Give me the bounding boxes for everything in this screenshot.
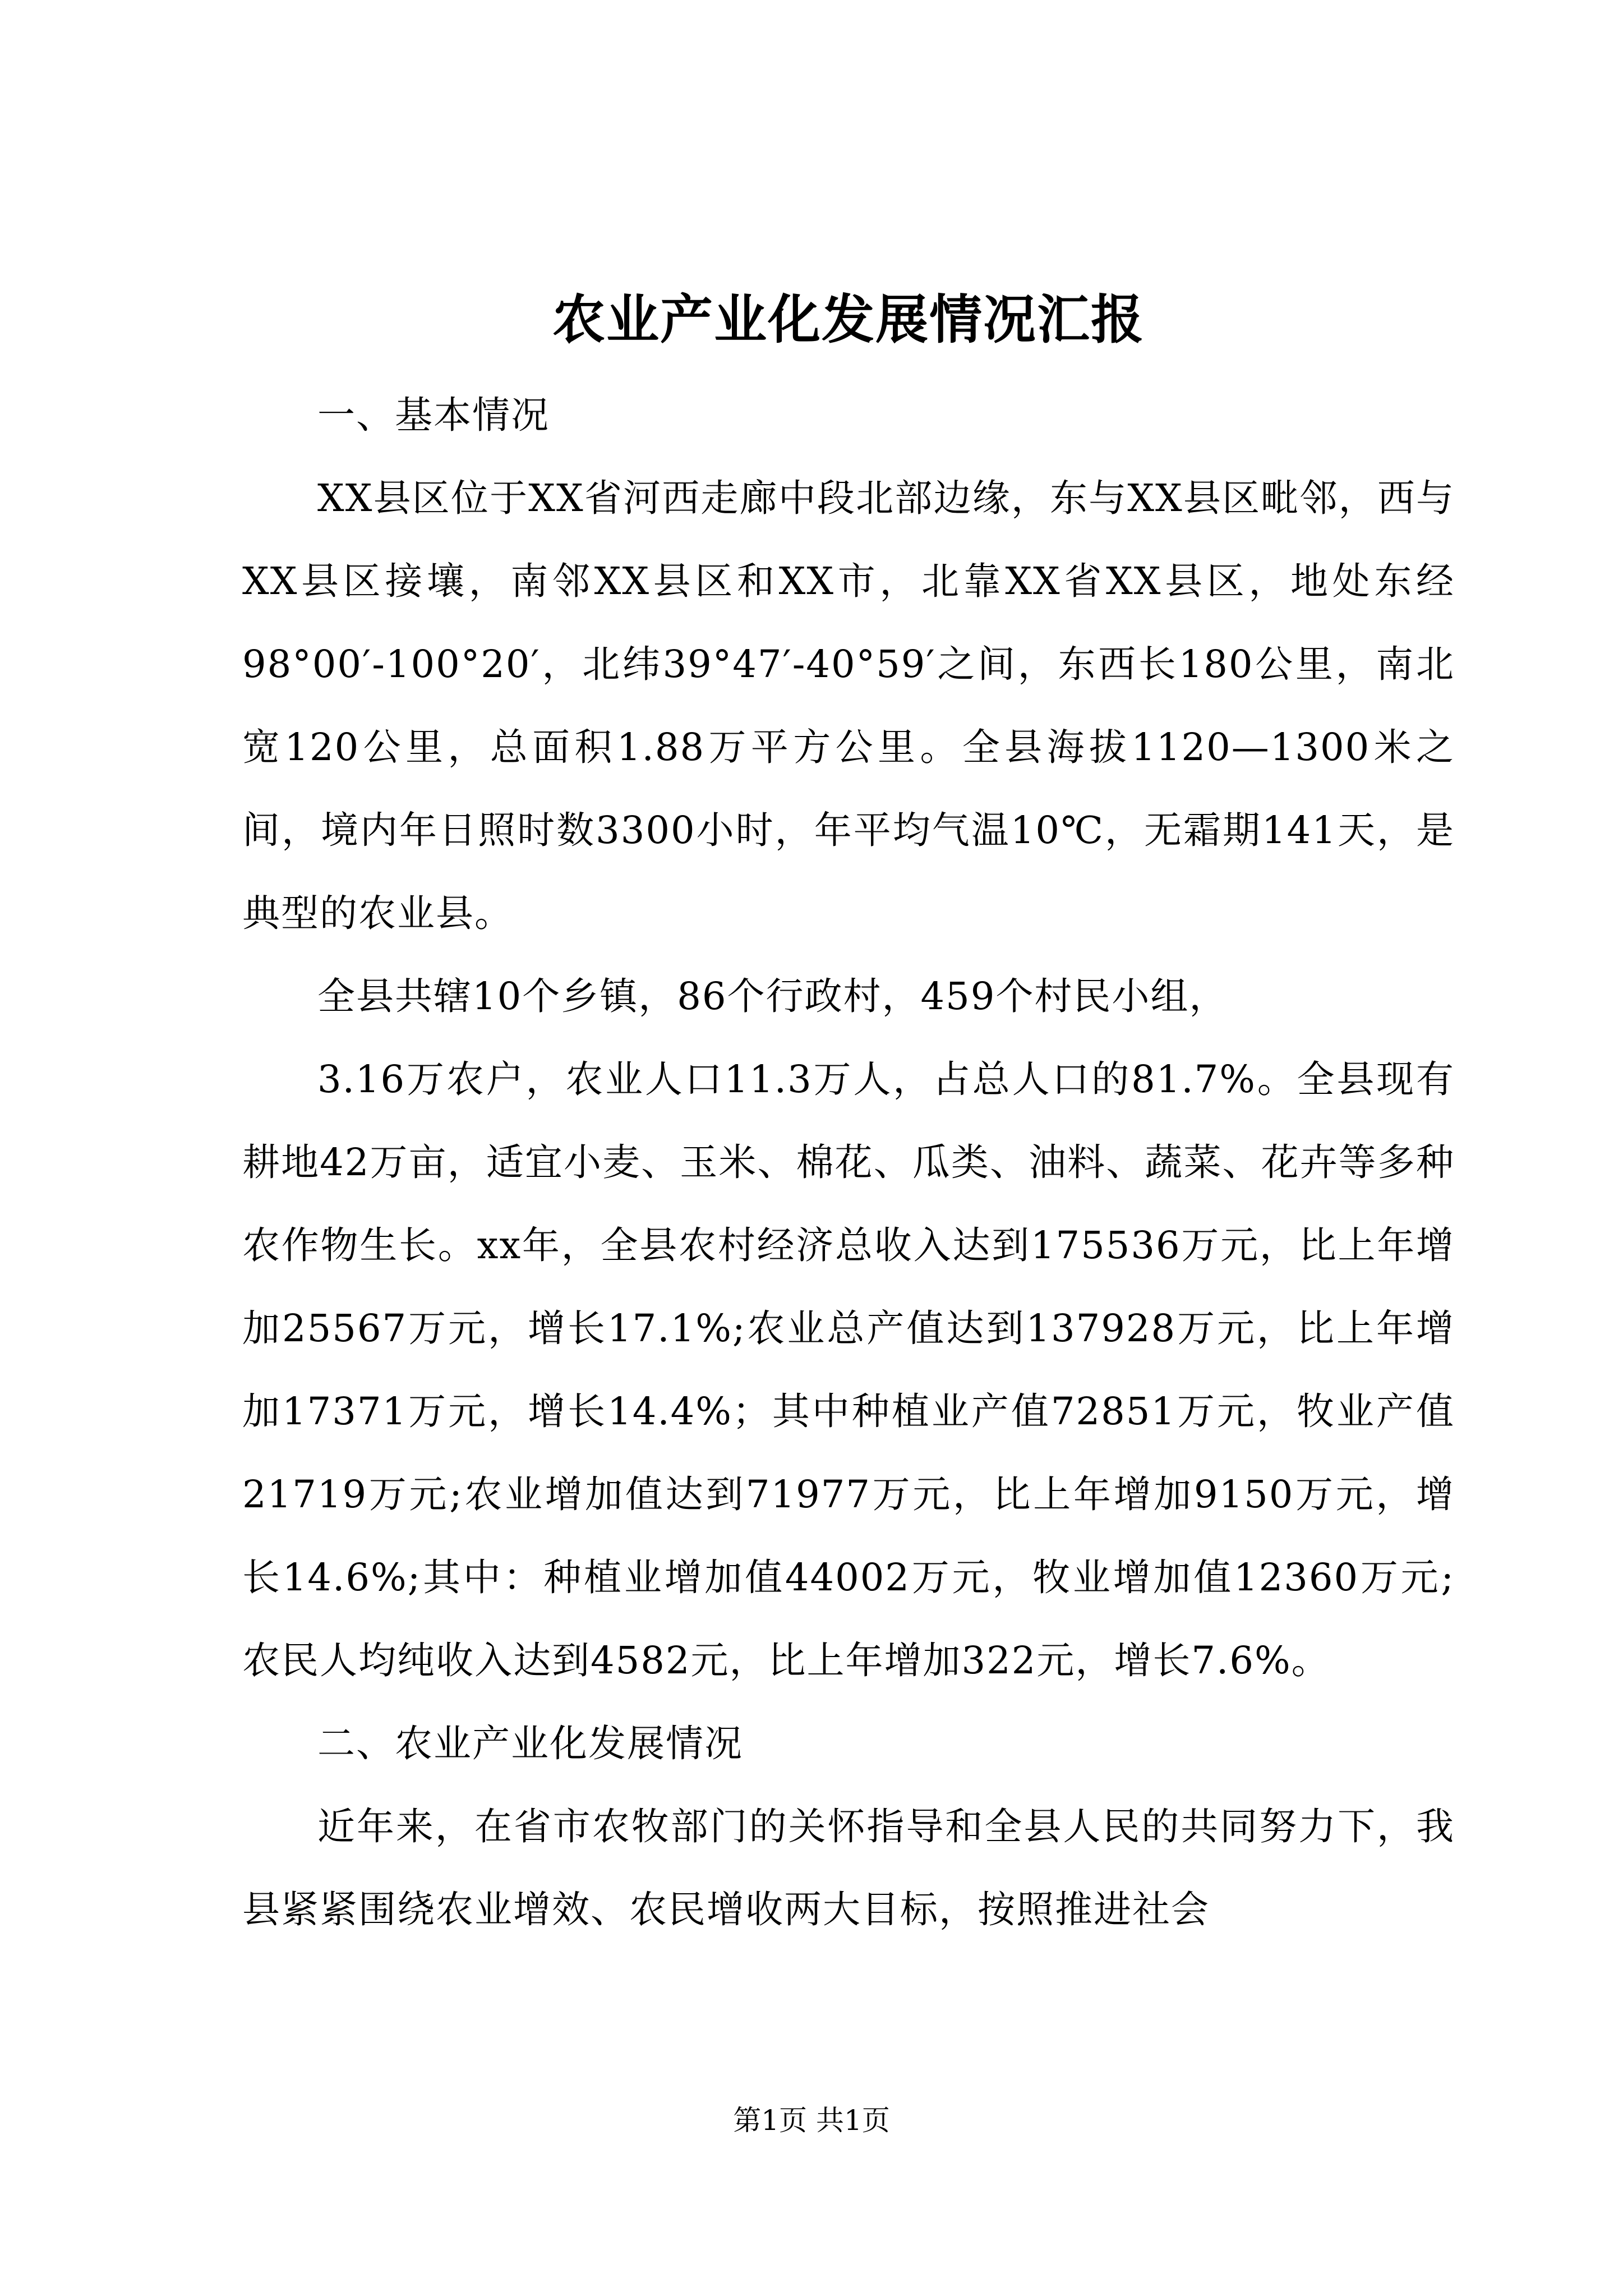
page-number-footer: 第1页 共1页 bbox=[733, 2104, 890, 2137]
paragraph-geography: XX县区位于XX省河西走廊中段北部边缘，东与XX县区毗邻，西与XX县区接壤，南邻XX县区和XX市，北靠XX省XX县区，地处东经98°00′-100°20′，北纬39°47′-40°59′之间，东西长180公里，南北宽120公里，总面积1.88万平方公里。全县海拔1120—1300米之间，境内年日照时数3300小时，年平均气温10℃，无霜期141天，是典型的农业县。 bbox=[242, 476, 1455, 935]
paragraph-administrative-divisions: 全县共辖10个乡镇，86个行政村，459个村民小组， bbox=[317, 974, 1228, 1018]
document-title: 农业产业化发展情况汇报 bbox=[552, 289, 1145, 351]
paragraph-recent-years: 近年来，在省市农牧部门的关怀指导和全县人民的共同努力下，我县紧紧围绕农业增效、农民增收两大目标，按照推进社会 bbox=[242, 1805, 1455, 1931]
section-heading-basic-situation: 一、基本情况 bbox=[317, 393, 550, 437]
paragraph-economy-statistics: 3.16万农户，农业人口11.3万人，占总人口的81.7%。全县现有耕地42万亩，适宜小麦、玉米、棉花、瓜类、油料、蔬菜、花卉等多种农作物生长。xx年，全县农村经济总收入达到175536万元，比上年增加25567万元，增长17.1%;农业总产值达到137928万元，比上年增加17371万元，增长14.4%；其中种植业产值72851万元，牧业产值21719万元;农业增加值达到71977万元，比上年增加9150万元，增长14.6%;其中：种植业增加值44002万元，牧业增加值12360万元;农民人均纯收入达到4582元，比上年增加322元，增长7.6%。 bbox=[242, 1057, 1455, 1682]
document-body bbox=[242, 280, 1455, 1951]
section-heading-industrialization: 二、农业产业化发展情况 bbox=[317, 1722, 743, 1765]
